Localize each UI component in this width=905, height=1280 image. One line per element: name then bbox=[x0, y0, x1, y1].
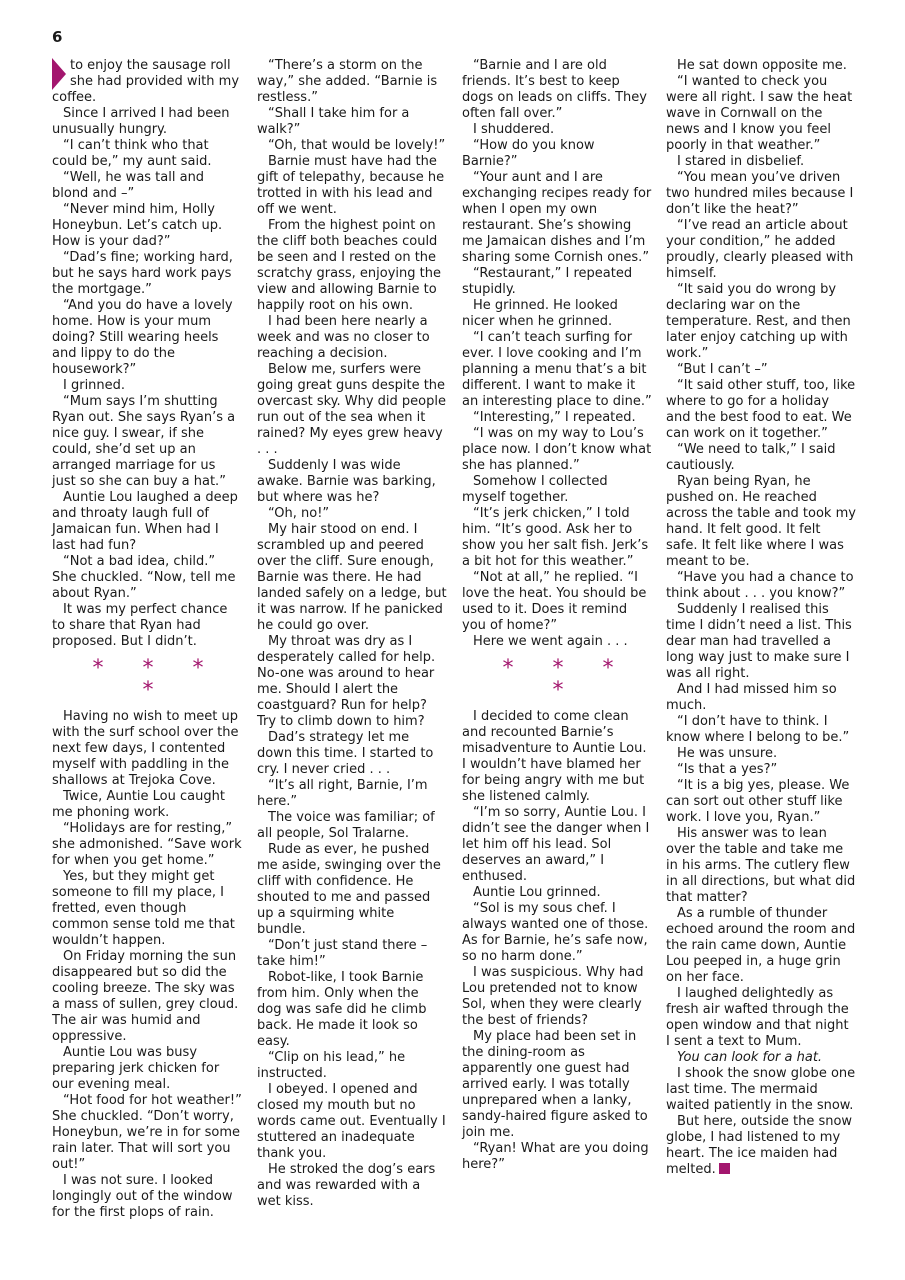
paragraph-text: Auntie Lou laughed a deep and throaty laugh full of Jamaican fun. When had I last had fun? bbox=[52, 490, 238, 553]
section-separator: * * * * bbox=[92, 656, 220, 703]
paragraph-text: Suddenly I was wide awake. Barnie was barking, but where was he? bbox=[257, 458, 436, 505]
paragraph bbox=[257, 138, 447, 154]
paragraph bbox=[257, 106, 447, 138]
paragraph bbox=[52, 1093, 242, 1173]
paragraph-text: The voice was familiar; of all people, Sol Tralarne. bbox=[257, 810, 435, 841]
paragraph bbox=[666, 570, 856, 602]
paragraph-text: “Never mind him, Holly Honeybun. Let’s catch up. How is your dad?” bbox=[52, 202, 223, 249]
paragraph-text: “Restaurant,” I repeated stupidly. bbox=[462, 266, 633, 297]
paragraph bbox=[666, 1050, 856, 1066]
paragraph bbox=[257, 634, 447, 730]
paragraph bbox=[52, 106, 242, 138]
paragraph bbox=[462, 1029, 652, 1141]
paragraph bbox=[462, 138, 652, 170]
paragraph bbox=[462, 1141, 652, 1173]
paragraph bbox=[257, 314, 447, 362]
paragraph-text: “Mum says I’m shutting Ryan out. She says Ryan’s a nice guy. I swear, if she could, she’d set up an arranged marriage for us just so she can buy a hat.” bbox=[52, 394, 236, 489]
paragraph bbox=[666, 682, 856, 714]
paragraph-text: “Clip on his lead,” he instructed. bbox=[257, 1050, 406, 1081]
paragraph-text: Twice, Auntie Lou caught me phoning work. bbox=[52, 789, 225, 820]
paragraph bbox=[52, 170, 242, 202]
paragraph-text: It was my perfect chance to share that Ryan had proposed. But I didn’t. bbox=[52, 602, 228, 649]
paragraph bbox=[666, 602, 856, 682]
paragraph bbox=[462, 410, 652, 426]
paragraph bbox=[257, 842, 447, 938]
paragraph bbox=[462, 965, 652, 1029]
paragraph bbox=[52, 250, 242, 298]
continuation-arrow-icon bbox=[52, 58, 66, 90]
page-number: 6 bbox=[52, 28, 63, 46]
paragraph-text: “We need to talk,” I said cautiously. bbox=[666, 442, 836, 473]
paragraph bbox=[52, 554, 242, 602]
paragraph bbox=[52, 821, 242, 869]
paragraph bbox=[666, 986, 856, 1050]
paragraph bbox=[52, 1173, 242, 1221]
paragraph-text: “Not a bad idea, child.” She chuckled. “Now, tell me about Ryan.” bbox=[52, 554, 236, 601]
paragraph bbox=[52, 490, 242, 554]
paragraph-text: My place had been set in the dining-room as apparently one guest had arrived early. I was totally unprepared when a lanky, sandy-haired figure asked to join me. bbox=[462, 1029, 648, 1140]
paragraph bbox=[666, 442, 856, 474]
paragraph-text: “How do you know Barnie?” bbox=[462, 138, 595, 169]
paragraph-text: Barnie must have had the gift of telepathy, because he trotted in with his lead and off we went. bbox=[257, 154, 445, 217]
paragraph-text: “You mean you’ve driven two hundred miles because I don’t like the heat?” bbox=[666, 170, 854, 217]
paragraph bbox=[666, 778, 856, 826]
paragraph bbox=[462, 58, 652, 122]
paragraph-text: Somehow I collected myself together. bbox=[462, 474, 608, 505]
paragraph-text: Robot-like, I took Barnie from him. Only when the dog was safe did he climb back. He made it look so easy. bbox=[257, 970, 427, 1049]
paragraph bbox=[52, 202, 242, 250]
paragraph-text: I stared in disbelief. bbox=[677, 154, 805, 169]
paragraph bbox=[666, 1114, 856, 1178]
paragraph-text: “Well, he was tall and blond and –” bbox=[52, 170, 205, 201]
paragraph bbox=[52, 709, 242, 789]
paragraph bbox=[257, 522, 447, 634]
paragraph-text: I laughed delightedly as fresh air wafted through the open window and that night I sent a text to Mum. bbox=[666, 986, 849, 1049]
paragraph bbox=[52, 298, 242, 378]
paragraph bbox=[52, 378, 242, 394]
paragraph-text: I had been here nearly a week and was no closer to reaching a decision. bbox=[257, 314, 430, 361]
paragraph-text: “Barnie and I are old friends. It’s best to keep dogs on leads on cliffs. They often fall over.” bbox=[462, 58, 647, 121]
text-column-2 bbox=[257, 58, 447, 1210]
paragraph-text: But here, outside the snow globe, I had listened to my heart. The ice maiden had melted. bbox=[666, 1114, 853, 1177]
paragraph bbox=[52, 138, 242, 170]
paragraph bbox=[462, 885, 652, 901]
paragraph bbox=[666, 170, 856, 218]
paragraph-text: I obeyed. I opened and closed my mouth but no words came out. Eventually I stuttered an inadequate thank you. bbox=[257, 1082, 446, 1161]
paragraph-text: Yes, but they might get someone to fill my place, I fretted, even though common sense told me that wouldn’t happen. bbox=[52, 869, 235, 948]
paragraph bbox=[666, 714, 856, 746]
paragraph-text: He was unsure. bbox=[677, 746, 778, 761]
paragraph-text: I shook the snow globe one last time. The mermaid waited patiently in the snow. bbox=[666, 1066, 856, 1113]
paragraph-text: “I can’t teach surfing for ever. I love cooking and I’m planning a menu that’s a bit different. I want to make it an interesting place to dine.” bbox=[462, 330, 652, 409]
paragraph-text: His answer was to lean over the table and take me in his arms. The cutlery flew in all directions, but what did that matter? bbox=[666, 826, 856, 905]
paragraph-text: “I’m so sorry, Auntie Lou. I didn’t see the danger when I let him off his lead. Sol deserves an award,” I enthused. bbox=[462, 805, 650, 884]
paragraph-text: You can look for a hat. bbox=[677, 1050, 823, 1065]
paragraph bbox=[462, 901, 652, 965]
paragraph-text: My hair stood on end. I scrambled up and peered over the cliff. Sure enough, Barnie was there. He had landed safely on a ledge, but it was narrow. If he panicked he could go over. bbox=[257, 522, 447, 633]
paragraph bbox=[52, 602, 242, 650]
paragraph bbox=[666, 218, 856, 282]
paragraph bbox=[666, 362, 856, 378]
paragraph bbox=[257, 458, 447, 506]
paragraph-text: Here we went again . . . bbox=[473, 634, 628, 649]
paragraph-text: Dad’s strategy let me down this time. I started to cry. I never cried . . . bbox=[257, 730, 434, 777]
paragraph-text: My throat was dry as I desperately called for help. No-one was around to hear me. Should I alert the coastguard? Run for help? Try to climb down to him? bbox=[257, 634, 436, 729]
paragraph bbox=[257, 730, 447, 778]
paragraph-text: “I can’t think who that could be,” my aunt said. bbox=[52, 138, 212, 169]
paragraph-text: “Oh, no!” bbox=[268, 506, 330, 521]
paragraph bbox=[257, 778, 447, 810]
paragraph-text: Having no wish to meet up with the surf school over the next few days, I contented myself with paddling in the shallows at Trejoka Cove. bbox=[52, 709, 239, 788]
paragraph-text: “It is a big yes, please. We can sort out other stuff like work. I love you, Ryan.” bbox=[666, 778, 850, 825]
paragraph bbox=[257, 1162, 447, 1210]
paragraph bbox=[257, 810, 447, 842]
paragraph bbox=[666, 762, 856, 778]
paragraph bbox=[52, 789, 242, 821]
paragraph-text: “It’s all right, Barnie, I’m here.” bbox=[257, 778, 428, 809]
paragraph-text: As a rumble of thunder echoed around the room and the rain came down, Auntie Lou peeped in, a huge grin on her face. bbox=[666, 906, 856, 985]
paragraph-text: “Ryan! What are you doing here?” bbox=[462, 1141, 649, 1172]
paragraph bbox=[462, 122, 652, 138]
paragraph-text: “It said you do wrong by declaring war on the temperature. Rest, and then later enjoy catching up with work.” bbox=[666, 282, 851, 361]
paragraph bbox=[257, 58, 447, 106]
paragraph bbox=[666, 154, 856, 170]
paragraph-text: I shuddered. bbox=[473, 122, 555, 137]
paragraph bbox=[257, 362, 447, 458]
paragraph-text: Auntie Lou was busy preparing jerk chicken for our evening meal. bbox=[52, 1045, 220, 1092]
paragraph bbox=[52, 949, 242, 1045]
paragraph bbox=[666, 378, 856, 442]
paragraph-text: Below me, surfers were going great guns despite the overcast sky. Why did people run out of the sea when it rained? My eyes grew heavy . . . bbox=[257, 362, 446, 457]
paragraph bbox=[257, 506, 447, 522]
paragraph-text: I decided to come clean and recounted Barnie’s misadventure to Auntie Lou. I wouldn’t have blamed her for being angry with me but she listened calmly. bbox=[462, 709, 647, 804]
paragraph-text: “Sol is my sous chef. I always wanted one of those. As for Barnie, he’s safe now, so no harm done.” bbox=[462, 901, 649, 964]
paragraph-text: “And you do have a lovely home. How is your mum doing? Still wearing heels and lippy to do the housework?” bbox=[52, 298, 233, 377]
paragraph-text: “But I can’t –” bbox=[677, 362, 768, 377]
paragraph-text: And I had missed him so much. bbox=[666, 682, 837, 713]
paragraph bbox=[462, 298, 652, 330]
paragraph-text: He stroked the dog’s ears and was rewarded with a wet kiss. bbox=[257, 1162, 436, 1209]
paragraph bbox=[257, 154, 447, 218]
paragraph bbox=[666, 474, 856, 570]
paragraph bbox=[52, 58, 242, 106]
paragraph bbox=[462, 266, 652, 298]
paragraph-text: Auntie Lou grinned. bbox=[473, 885, 601, 900]
paragraph bbox=[666, 906, 856, 986]
paragraph bbox=[257, 218, 447, 314]
paragraph-text: On Friday morning the sun disappeared but so did the cooling breeze. The sky was a mass of sullen, grey cloud. The air was humid and oppressive. bbox=[52, 949, 239, 1044]
paragraph-text: “Dad’s fine; working hard, but he says hard work pays the mortgage.” bbox=[52, 250, 233, 297]
paragraph bbox=[666, 826, 856, 906]
paragraph-text: Rude as ever, he pushed me aside, swinging over the cliff with confidence. He shouted to me and passed up a squirming white bundle. bbox=[257, 842, 441, 937]
paragraph bbox=[666, 74, 856, 154]
paragraph-text: I grinned. bbox=[63, 378, 126, 393]
paragraph bbox=[462, 570, 652, 634]
paragraph bbox=[462, 805, 652, 885]
text-column-1 bbox=[52, 58, 242, 1221]
paragraph-text: I was suspicious. Why had Lou pretended not to know Sol, when they were clearly the best of friends? bbox=[462, 965, 644, 1028]
paragraph-text: He grinned. He looked nicer when he grinned. bbox=[462, 298, 618, 329]
paragraph-text: “Is that a yes?” bbox=[677, 762, 778, 777]
paragraph bbox=[257, 1082, 447, 1162]
paragraph-text: “Your aunt and I are exchanging recipes ready for when I open my own restaurant. She’s showing me Jamaican dishes and I’m sharing some Cornish ones.” bbox=[462, 170, 652, 265]
paragraph bbox=[462, 426, 652, 474]
paragraph-text: He sat down opposite me. bbox=[677, 58, 847, 73]
paragraph bbox=[666, 58, 856, 74]
paragraph-text: Suddenly I realised this time I didn’t need a list. This dear man had travelled a long way just to make sure I was all right. bbox=[666, 602, 852, 681]
paragraph-text: From the highest point on the cliff both beaches could be seen and I rested on the scratchy grass, enjoying the view and allowing Barnie to happily root on his own. bbox=[257, 218, 441, 313]
paragraph-text: “Not at all,” he replied. “I love the heat. You should be used to it. Does it remind you of home?” bbox=[462, 570, 647, 633]
paragraph bbox=[462, 330, 652, 410]
section-separator: * * * * bbox=[502, 656, 630, 703]
paragraph bbox=[666, 1066, 856, 1114]
paragraph-text: “Interesting,” I repeated. bbox=[473, 410, 636, 425]
paragraph bbox=[52, 394, 242, 490]
paragraph-text: Ryan being Ryan, he pushed on. He reached across the table and took my hand. It felt good. It felt safe. It felt like where I was meant to be. bbox=[666, 474, 856, 569]
paragraph bbox=[462, 709, 652, 805]
paragraph-text: “I don’t have to think. I know where I belong to be.” bbox=[666, 714, 850, 745]
paragraph bbox=[462, 634, 652, 650]
paragraph bbox=[462, 170, 652, 266]
paragraph-text: “Holidays are for resting,” she admonished. “Save work for when you get home.” bbox=[52, 821, 242, 868]
paragraph-text: “Hot food for hot weather!” She chuckled. “Don’t worry, Honeybun, we’re in for some rain later. That will sort you out!” bbox=[52, 1093, 242, 1172]
paragraph bbox=[462, 474, 652, 506]
paragraph-text: “It said other stuff, too, like where to go for a holiday and the best food to eat. We can work on it together.” bbox=[666, 378, 856, 441]
paragraph bbox=[52, 1045, 242, 1093]
paragraph-text: “There’s a storm on the way,” she added. “Barnie is restless.” bbox=[257, 58, 438, 105]
paragraph-text: to enjoy the sausage roll she had provided with my coffee. bbox=[52, 58, 240, 105]
paragraph bbox=[666, 282, 856, 362]
paragraph-text: I was not sure. I looked longingly out of the window for the first plops of rain. bbox=[52, 1173, 233, 1220]
paragraph-text: “I wanted to check you were all right. I saw the heat wave in Cornwall on the news and I know you feel poorly in that weather.” bbox=[666, 74, 853, 153]
paragraph-text: “I was on my way to Lou’s place now. I don’t know what she has planned.” bbox=[462, 426, 652, 473]
paragraph-text: Since I arrived I had been unusually hungry. bbox=[52, 106, 230, 137]
paragraph bbox=[666, 746, 856, 762]
paragraph bbox=[52, 869, 242, 949]
paragraph bbox=[257, 970, 447, 1050]
paragraph-text: “I’ve read an article about your condition,” he added proudly, clearly pleased with himself. bbox=[666, 218, 854, 281]
text-column-3 bbox=[462, 58, 652, 1173]
paragraph-text: “Have you had a chance to think about . . . you know?” bbox=[666, 570, 854, 601]
paragraph-text: “It’s jerk chicken,” I told him. “It’s good. Ask her to show you her salt fish. Jerk’s a bit hot for this weather.” bbox=[462, 506, 649, 569]
paragraph bbox=[257, 1050, 447, 1082]
paragraph bbox=[257, 938, 447, 970]
paragraph bbox=[462, 506, 652, 570]
paragraph-text: “Don’t just stand there – take him!” bbox=[257, 938, 428, 969]
end-mark-icon bbox=[719, 1163, 730, 1174]
text-column-4 bbox=[666, 58, 856, 1178]
paragraph-text: “Shall I take him for a walk?” bbox=[257, 106, 410, 137]
paragraph-text: “Oh, that would be lovely!” bbox=[268, 138, 446, 153]
